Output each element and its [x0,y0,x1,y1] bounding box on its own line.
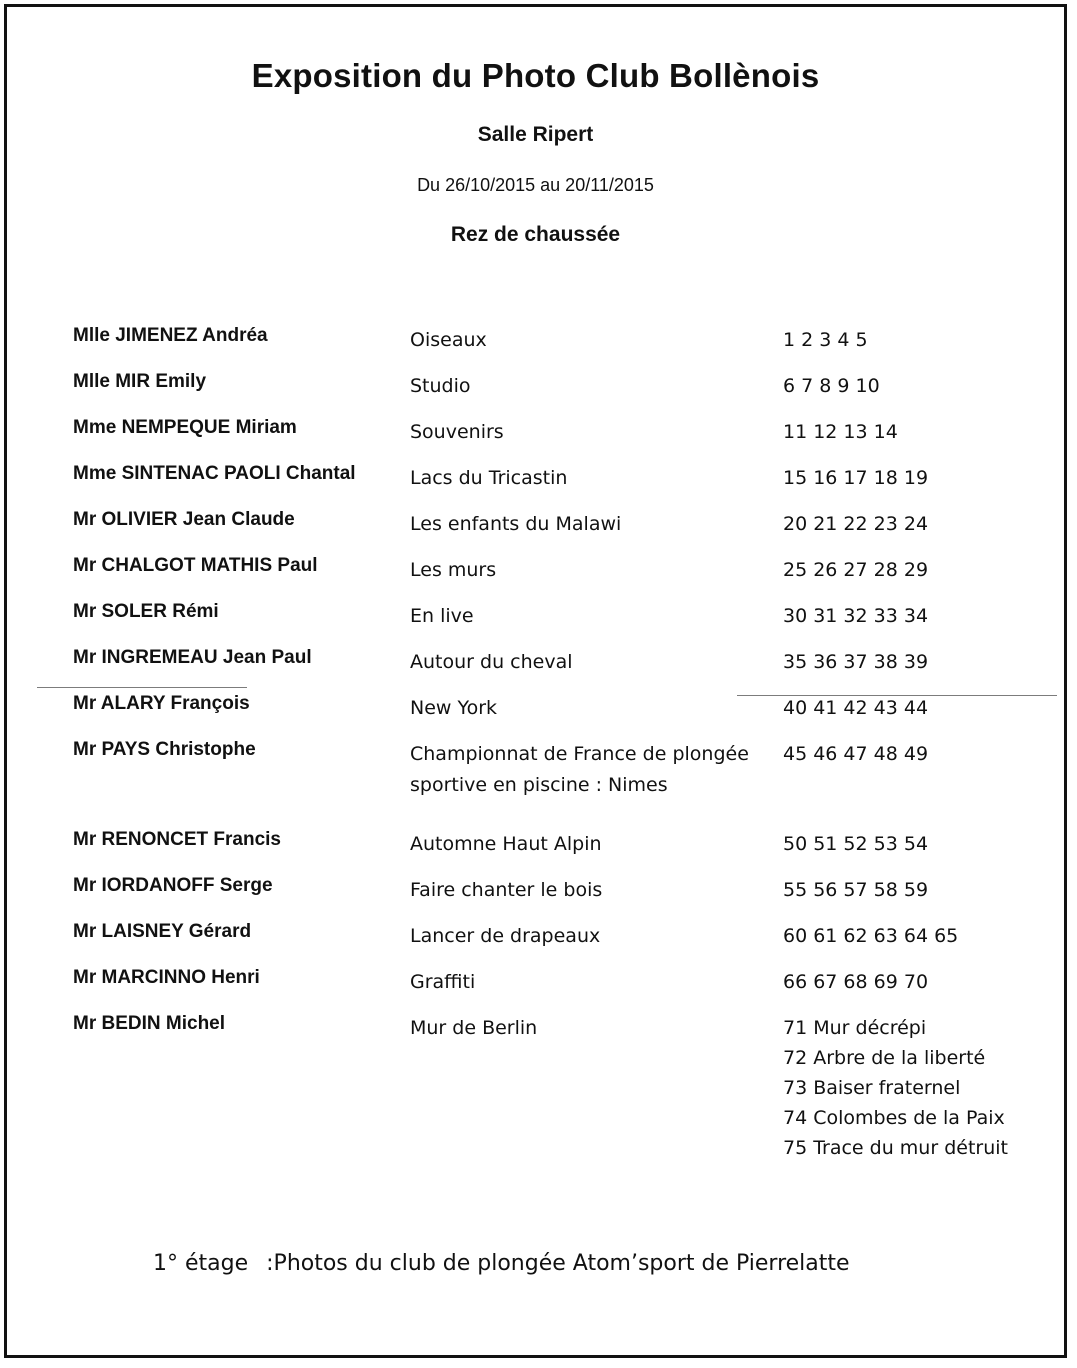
photo-item: 75 Trace du mur détruit [783,1137,1008,1159]
exhibitor-theme: Faire chanter le bois [410,879,603,901]
exhibitor-name: Mr SOLER Rémi [73,601,219,622]
photo-numbers: 15 16 17 18 19 [783,467,929,489]
exhibitor-name: Mr LAISNEY Gérard [73,921,252,942]
photo-item: 72 Arbre de la liberté [783,1047,986,1069]
photo-numbers: 1 2 3 4 5 [783,329,868,351]
exhibition-dates: Du 26/10/2015 au 20/11/2015 [417,175,654,195]
photo-item: 74 Colombes de la Paix [783,1107,1005,1129]
exhibitor-theme: Les murs [410,559,497,581]
photo-numbers: 30 31 32 33 34 [783,605,929,627]
exhibitor-name: Mr MARCINNO Henri [73,967,260,988]
floor-heading: Rez de chaussée [450,223,621,246]
exhibitor-theme: Les enfants du Malawi [410,513,622,535]
exhibitor-name: Mr INGREMEAU Jean Paul [73,647,312,668]
footer-note [153,1251,850,1276]
photo-numbers: 66 67 68 69 70 [783,971,929,993]
exhibitor-name: Mlle JIMENEZ Andréa [73,325,268,346]
exhibitor-name: Mlle MIR Emily [73,371,207,392]
venue-name: Salle Ripert [477,123,594,146]
exhibitor-theme: En live [410,605,474,627]
exhibitor-theme: Graffiti [410,971,476,993]
photo-item: 73 Baiser fraternel [783,1077,961,1099]
exhibitor-name: Mr CHALGOT MATHIS Paul [73,555,318,576]
photo-numbers: 50 51 52 53 54 [783,833,929,855]
photo-numbers: 55 56 57 58 59 [783,879,929,901]
exhibitor-list [7,7,1064,1355]
photo-numbers: 25 26 27 28 29 [783,559,929,581]
photo-numbers: 6 7 8 9 10 [783,375,880,397]
exhibitor-name: Mme NEMPEQUE Miriam [73,417,297,438]
exhibitor-theme: Lancer de drapeaux [410,925,601,947]
exhibitor-theme: Mur de Berlin [410,1017,538,1039]
photo-numbers: 35 36 37 38 39 [783,651,929,673]
exhibitor-theme: Oiseaux [410,329,487,351]
photo-numbers: 11 12 13 14 [783,421,898,443]
photo-numbers: 40 41 42 43 44 [783,697,929,719]
exhibitor-name: Mr IORDANOFF Serge [73,875,273,896]
scan-artifact-line [737,695,1057,696]
exhibitor-theme [410,739,780,801]
exhibitor-theme: Automne Haut Alpin [410,833,602,855]
scan-artifact-line [37,687,247,688]
exhibitor-name: Mr RENONCET Francis [73,829,281,850]
photo-item: 71 Mur décrépi [783,1017,927,1039]
footer-text: :Photos du club de plongée Atom’sport de Pierrelatte [266,1251,850,1276]
exhibitor-name: Mr BEDIN Michel [73,1013,226,1034]
photo-numbers: 45 46 47 48 49 [783,743,929,765]
photo-numbers: 20 21 22 23 24 [783,513,929,535]
exhibitor-name: Mr OLIVIER Jean Claude [73,509,295,530]
theme-line: sportive en piscine : Nimes [410,774,668,796]
exhibitor-name: Mr PAYS Christophe [73,739,256,760]
photo-numbers: 60 61 62 63 64 65 [783,925,959,947]
exhibitor-theme: Lacs du Tricastin [410,467,568,489]
exhibitor-theme: Souvenirs [410,421,504,443]
document-title: Exposition du Photo Club Bollènois [251,57,820,94]
exhibitor-theme: New York [410,697,498,719]
exhibitor-theme: Studio [410,375,471,397]
photo-numbers [783,1013,1063,1163]
document-page [4,4,1067,1358]
footer-floor-label: 1° étage [153,1251,249,1276]
exhibitor-theme: Autour du cheval [410,651,573,673]
theme-line: Championnat de France de plongée [410,743,749,765]
exhibitor-name: Mr ALARY François [73,693,250,714]
exhibitor-name: Mme SINTENAC PAOLI Chantal [73,463,356,484]
